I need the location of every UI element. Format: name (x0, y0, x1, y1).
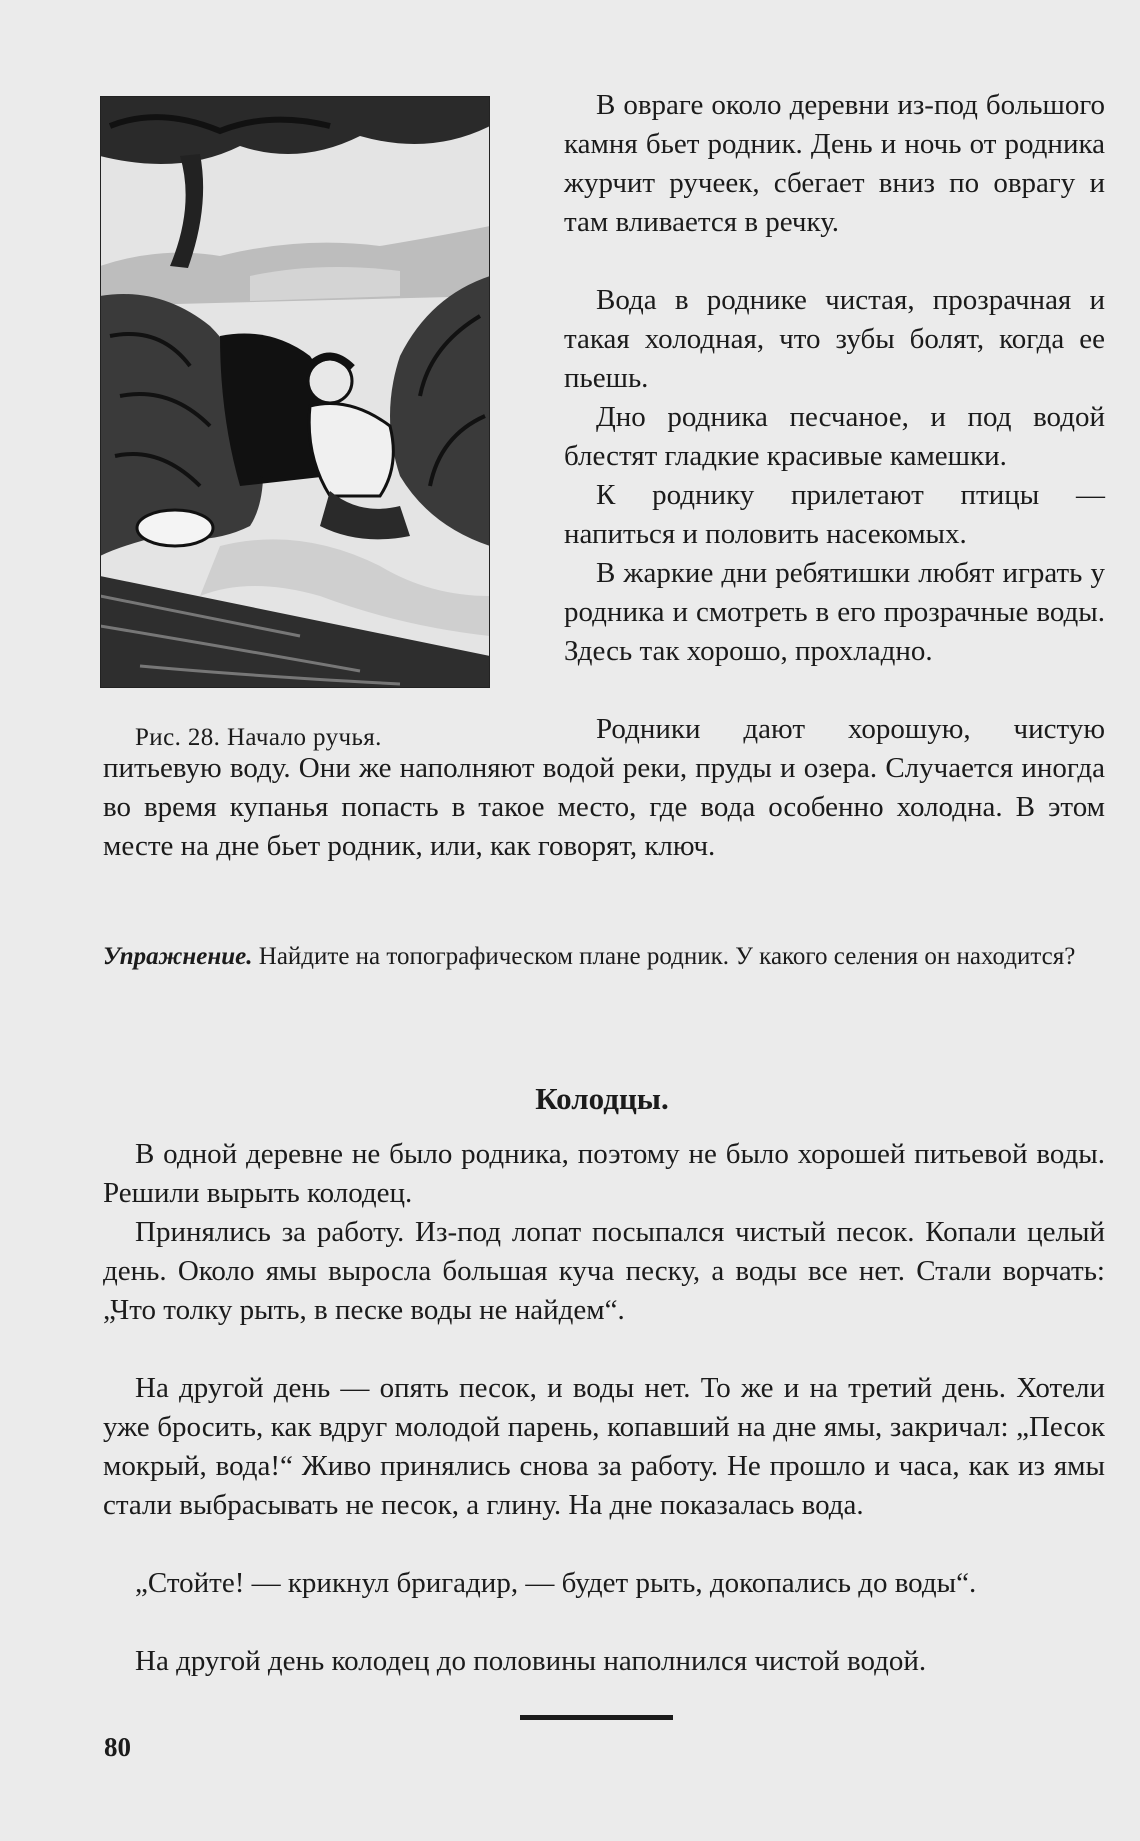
wells-paragraph: „Стойте! — крикнул бригадир, — будет рыть, докопались до воды“. (135, 1567, 977, 1599)
exercise (103, 938, 1105, 976)
exercise-text: Найдите на топографическом плане родник. У какого селения он находится? (258, 943, 1076, 970)
boy-at-spring-illustration (100, 96, 490, 688)
wells-paragraph: На другой день колодец до половины наполнился чистой водой. (135, 1645, 927, 1677)
wells-paragraph: В одной деревне не было родника, поэтому не было хорошей питьевой воды. Решили вырыть колодец. (103, 1138, 1105, 1209)
spring-paragraph: В овраге около деревни из-под большого камня бьет родник. День и ночь от родника журчит ручеек, сбегает вниз по оврагу и там вливается в речку. (564, 89, 1105, 238)
wells-paragraph: На другой день — опять песок, и воды нет. То же и на третий день. Хотели уже бросить, как вдруг молодой парень, копавший на дне ямы, закричал: „Песок мокрый, вода!“ Живо принялись снова за работу. Не прошло и часа, как из ямы стали выбрасывать не песок, а глину. На дне показалась вода. (103, 1372, 1105, 1521)
section-title: Колодцы. (535, 1081, 669, 1116)
wells-paragraph: Принялись за работу. Из-под лопат посыпался чистый песок. Копали целый день. Около ямы выросла большая куча песку, а воды все нет. Стали ворчать: „Что толку рыть, в песке воды не найдем“. (103, 1216, 1105, 1326)
page-number: 80 (104, 1732, 131, 1762)
spring-paragraph: Дно родника песчаное, и под водой блестят гладкие красивые камешки. (564, 401, 1105, 472)
exercise-label: Упражнение. (103, 943, 253, 970)
spring-paragraph: Родники дают хорошую, чистую питьевую воду. Они же наполняют водой реки, пруды и озера. Случается иногда во время купанья попасть в такое место, где вода особенно холодна. В этом месте на дне бьет родник, или, как говорят, ключ. (103, 713, 1105, 862)
section-divider (520, 1715, 673, 1720)
figure-caption: Рис. 28. Начало ручья. (135, 724, 382, 751)
spring-paragraph: Вода в роднике чистая, прозрачная и такая холодная, что зубы болят, когда ее пьешь. (564, 284, 1105, 394)
spring-paragraph: В жаркие дни ребятишки любят играть у родника и смотреть в его прозрачные воды. Здесь так хорошо, прохладно. (564, 557, 1105, 667)
spring-paragraph: К роднику прилетают птицы — напиться и половить насекомых. (564, 479, 1105, 550)
